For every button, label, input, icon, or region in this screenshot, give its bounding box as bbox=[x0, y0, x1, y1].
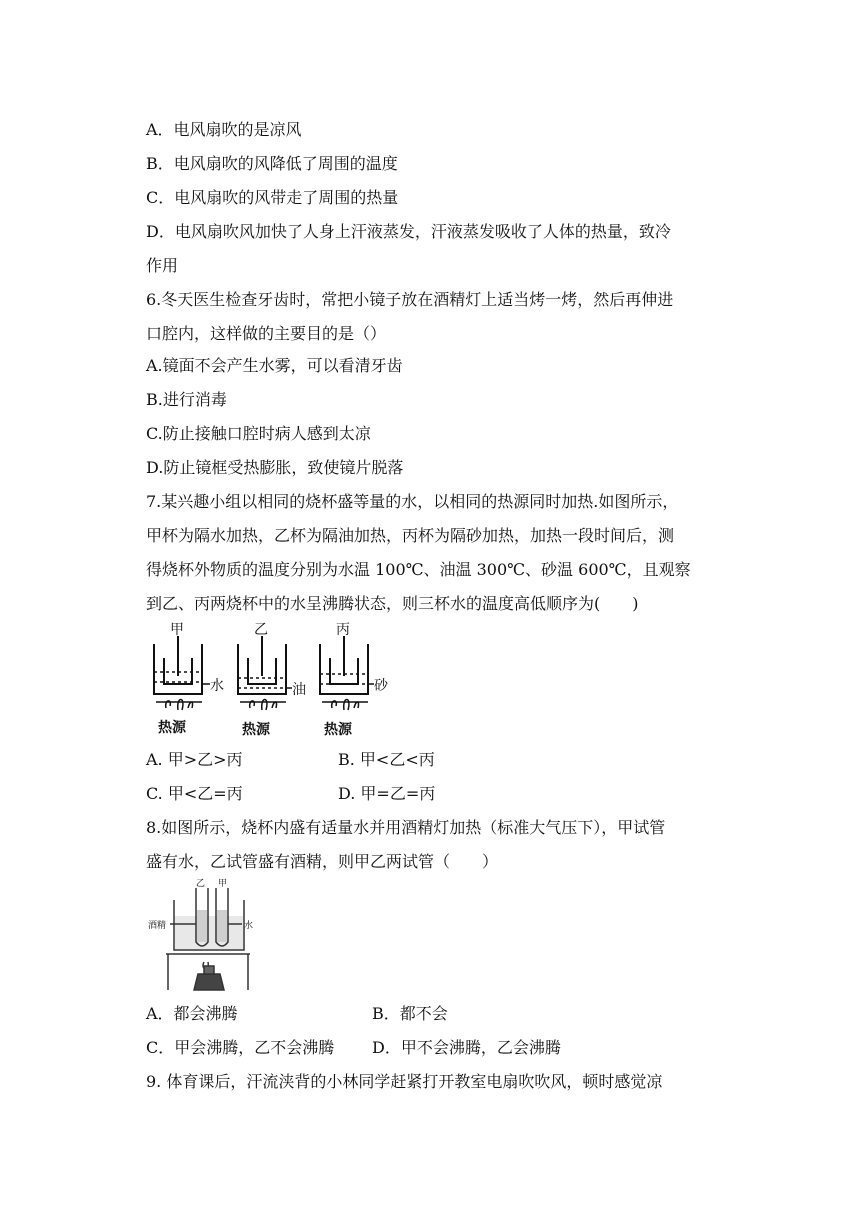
q5-option-c: C．电风扇吹的风带走了周围的热量 bbox=[146, 188, 399, 207]
q8-test-tube-figure bbox=[146, 878, 266, 992]
q8-option-a: A．都会沸腾 bbox=[146, 1004, 238, 1023]
q7-stem-line4: 到乙、丙两烧杯中的水呈沸腾状态，则三杯水的温度高低顺序为( ) bbox=[146, 594, 639, 613]
q7-heat-source-2: 热源 bbox=[242, 722, 270, 738]
q7-medium-sand: 砂 bbox=[374, 678, 388, 694]
q7-option-c: C. 甲<乙=丙 bbox=[146, 784, 243, 803]
q7-stem-line3: 得烧杯外物质的温度分别为水温 100℃、油温 300℃、砂温 600℃，且观察 bbox=[146, 560, 691, 579]
q7-stem: 7.某兴趣小组以相同的烧杯盛等量的水，以相同的热源同时加热.如图所示， bbox=[146, 492, 679, 511]
q7-stem-line2: 甲杯为隔水加热，乙杯为隔油加热，丙杯为隔砂加热，加热一段时间后，测 bbox=[146, 526, 675, 545]
q8-stem: 8.如图所示，烧杯内盛有适量水并用酒精灯加热（标准大气压下），甲试管 bbox=[146, 818, 666, 837]
q7-option-b: B. 甲<乙<丙 bbox=[338, 750, 435, 769]
q7-option-a: A. 甲>乙>丙 bbox=[146, 750, 243, 769]
q5-option-b: B．电风扇吹的风降低了周围的温度 bbox=[146, 154, 398, 173]
q7-label-bing: 丙 bbox=[336, 622, 350, 638]
q7-heat-source-3: 热源 bbox=[324, 722, 352, 738]
q7-medium-water: 水 bbox=[210, 678, 224, 694]
q8-option-b: B．都不会 bbox=[372, 1004, 448, 1023]
beaker-yi bbox=[238, 636, 292, 710]
q8-label-yi: 乙 bbox=[196, 879, 206, 889]
q8-label-jia: 甲 bbox=[218, 879, 228, 889]
q8-stem-continued: 盛有水，乙试管盛有酒精，则甲乙两试管（ ） bbox=[146, 852, 499, 871]
q7-option-d: D. 甲=乙=丙 bbox=[338, 784, 436, 803]
beaker-jia bbox=[154, 636, 210, 710]
q9-stem: 9. 体育课后，汗流浃背的小林同学赶紧打开教室电扇吹吹风，顿时感觉凉 bbox=[146, 1072, 663, 1091]
q8-option-d: D．甲不会沸腾，乙会沸腾 bbox=[372, 1038, 561, 1057]
q6-stem-continued: 口腔内，这样做的主要目的是（） bbox=[146, 324, 387, 343]
q6-stem: 6.冬天医生检查牙齿时，常把小镜子放在酒精灯上适当烤一烤，然后再伸进 bbox=[146, 290, 674, 309]
q6-option-d: D.防止镜框受热膨胀，致使镜片脱落 bbox=[146, 458, 404, 477]
q6-option-a: A.镜面不会产生水雾，可以看清牙齿 bbox=[146, 356, 403, 375]
q7-label-jia: 甲 bbox=[170, 622, 184, 638]
q7-label-yi: 乙 bbox=[254, 622, 268, 638]
q5-option-d: D．电风扇吹风加快了人身上汗液蒸发，汗液蒸发吸收了人体的热量，致冷 bbox=[146, 222, 671, 241]
q7-medium-oil: 油 bbox=[292, 682, 306, 698]
q6-option-c: C.防止接触口腔时病人感到太凉 bbox=[146, 424, 371, 443]
q7-heat-source-1: 热源 bbox=[158, 720, 186, 736]
q8-option-c: C．甲会沸腾，乙不会沸腾 bbox=[146, 1038, 335, 1057]
q8-label-alcohol: 酒精 bbox=[148, 921, 167, 931]
beaker-bing bbox=[320, 636, 374, 710]
q7-beakers-figure bbox=[146, 622, 396, 740]
q5-option-a: A．电风扇吹的是凉风 bbox=[146, 120, 302, 139]
q5-option-d-continued: 作用 bbox=[146, 256, 179, 275]
q8-label-water: 水 bbox=[244, 921, 254, 931]
q6-option-b: B.进行消毒 bbox=[146, 390, 227, 409]
